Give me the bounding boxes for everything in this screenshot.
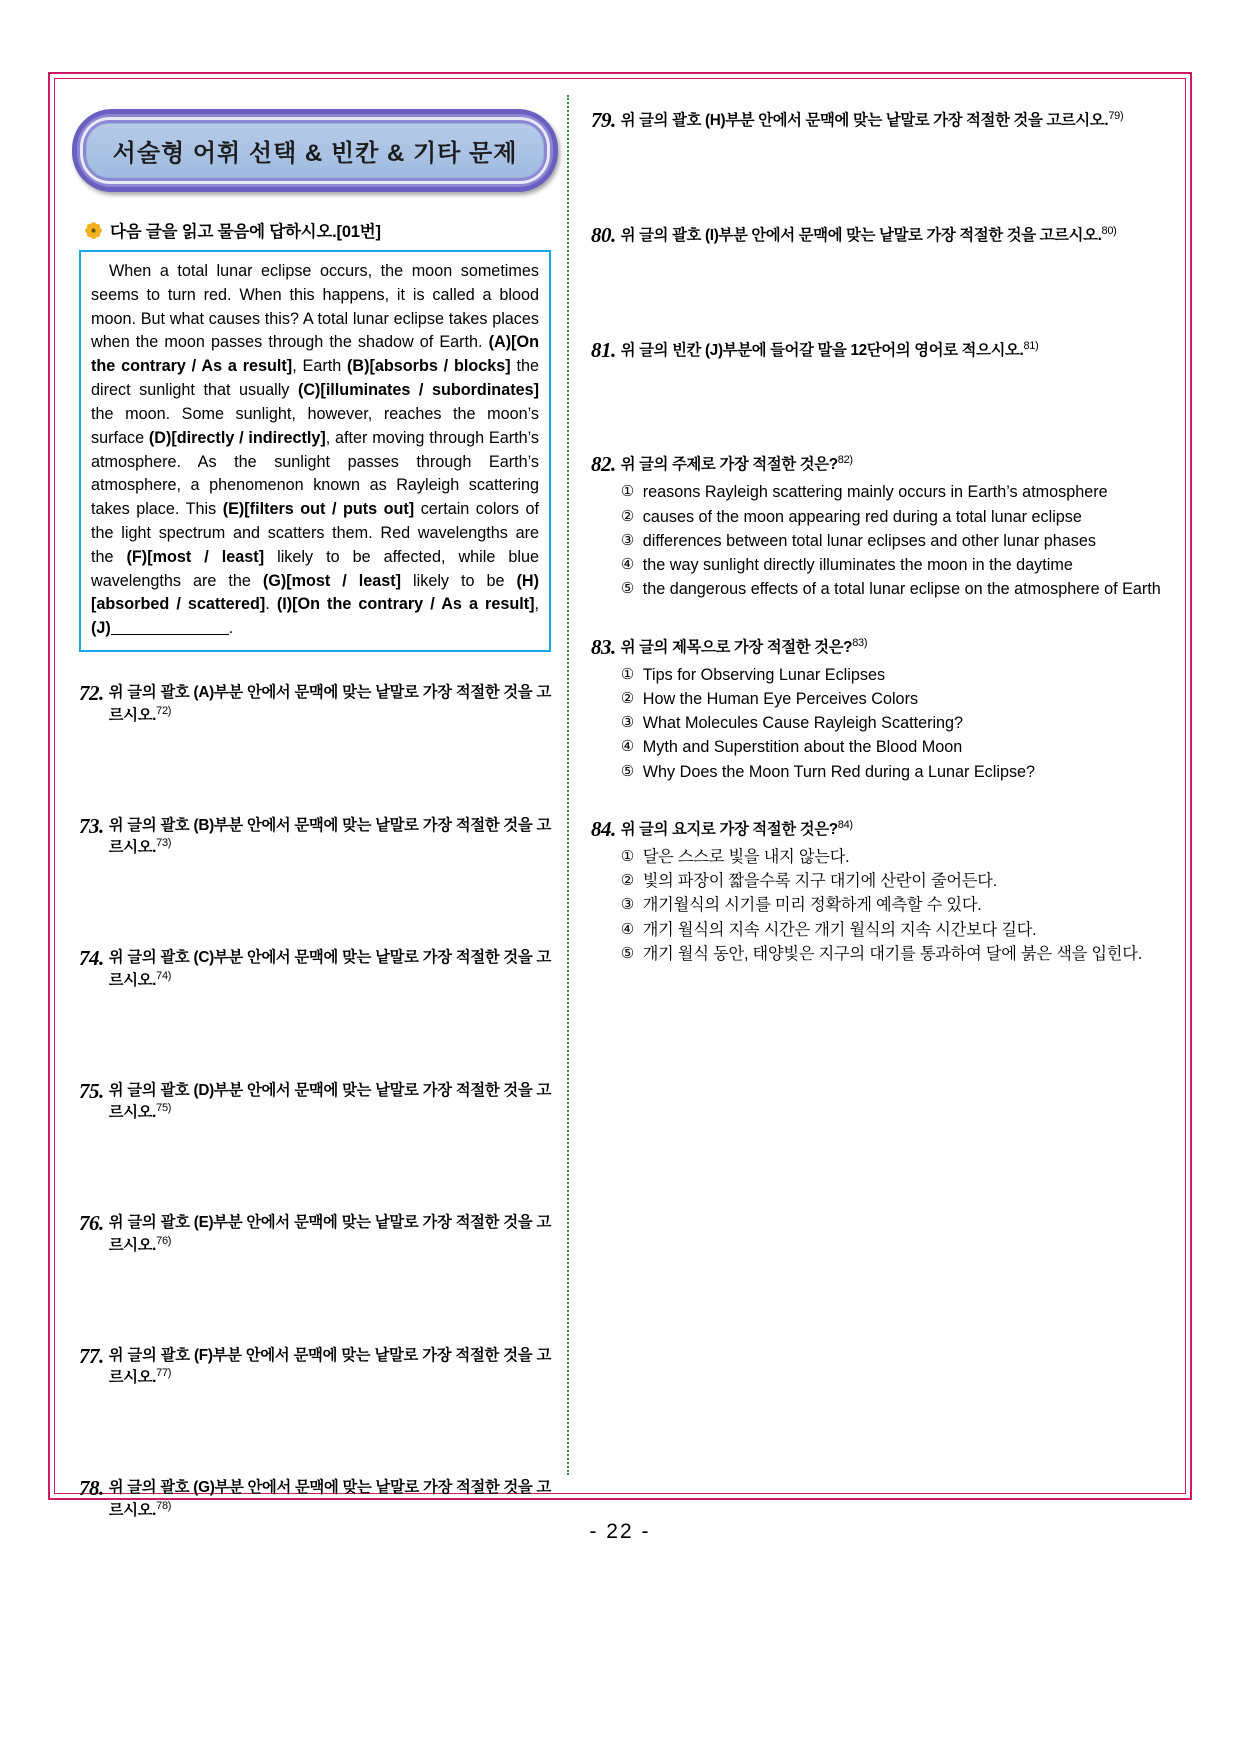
page-footer (0, 1520, 1240, 1544)
question-item (591, 339, 1163, 420)
question-number: 73. (79, 813, 104, 838)
question-footnote-ref: 82) (837, 454, 853, 467)
question-number: 82. (591, 452, 616, 477)
choice-text: causes of the moon appearing red during a total lunar eclipse (642, 507, 1082, 526)
choice-text: reasons Rayleigh scattering mainly occurs in Earth’s atmosphere (642, 483, 1108, 502)
passage-run: likely to be affected, while blue wavelengths are the (91, 547, 539, 590)
choice-text: Tips for Observing Lunar Eclipses (642, 665, 886, 684)
question-body (109, 1345, 551, 1448)
right-question-list (591, 109, 1163, 966)
choice-marker: ③ (620, 714, 635, 732)
choice-text: 달은 스스로 빛을 내지 않는다. (642, 847, 850, 866)
question-item (591, 818, 1163, 966)
question-body (109, 1080, 551, 1183)
choice-marker: ④ (620, 556, 635, 574)
banner-layer-1 (83, 120, 548, 181)
choice-list (621, 845, 1163, 966)
question-stem: 위 글의 제목으로 가장 적절한 것은?$^{83)}$ (620, 636, 868, 656)
passage-text (91, 260, 539, 641)
question-item (591, 453, 1163, 601)
question-stem: 위 글의 괄호 (H)부분 안에서 문맥에 맞는 낱말로 가장 적절한 것을 고르시오.$^{79)}$ (620, 110, 1124, 130)
passage-run: , (534, 595, 540, 614)
choice-text: Why Does the Moon Turn Red during a Lunar Eclipse? (642, 762, 1036, 781)
choice-marker: ⑤ (620, 762, 635, 780)
choice-marker: ① (620, 847, 635, 865)
blank-j-rule (111, 634, 229, 635)
passage-run: When a total lunar eclipse occurs, the moon sometimes seems to turn red. When this happens, it is called a blood moon. But what causes this? A total lunar eclipse takes places when the moon passes through the shadow of Earth. (91, 262, 539, 352)
choice-text: the way sunlight directly illuminates the moon in the daytime (642, 556, 1073, 575)
passage-run: certain colors of the light spectrum and scatters them. Red wavelengths are the (91, 500, 539, 566)
question-footnote-ref: 79) (1108, 110, 1124, 122)
choice-item[interactable] (621, 942, 1163, 966)
choice-marker: ③ (620, 896, 635, 914)
choice-text: What Molecules Cause Rayleigh Scattering? (642, 714, 964, 733)
passage-run: , Earth (292, 357, 348, 376)
banner-core (86, 123, 545, 178)
question-item (79, 682, 551, 785)
choice-item[interactable] (621, 869, 1163, 893)
question-body (109, 1212, 551, 1315)
choice-text: differences between total lunar eclipses and other lunar phases (642, 531, 1096, 550)
question-stem: 위 글의 요지로 가장 적절한 것은?$^{84)}$ (620, 819, 853, 839)
passage-run: the moon. Some sunlight, however, reaches the moon’s surface (91, 404, 539, 447)
question-item (591, 224, 1163, 305)
choice-item[interactable] (621, 918, 1163, 942)
choice-marker: ① (620, 665, 635, 683)
answer-space[interactable] (621, 247, 1163, 305)
passage-run: . (265, 595, 277, 614)
question-number: 78. (79, 1476, 104, 1501)
passage-choice-pair: (B)[absorbs / blocks] (347, 357, 511, 376)
banner-title: 서술형 어휘 선택 & 빈칸 & 기타 문제 (112, 140, 518, 167)
question-footnote-ref: 73) (156, 837, 172, 850)
left-question-list (79, 682, 551, 1580)
question-number: 84. (591, 817, 616, 842)
directive-text: 다음 글을 읽고 물음에 답하시오.[01번] (110, 223, 381, 241)
question-number: 77. (79, 1343, 104, 1368)
question-body (621, 339, 1163, 420)
question-number: 74. (79, 946, 104, 971)
question-body (109, 682, 551, 785)
choice-text: the dangerous effects of a total lunar eclipse on the atmosphere of Earth (642, 580, 1161, 599)
choice-marker: ④ (620, 920, 635, 938)
question-body (109, 815, 551, 918)
worksheet-banner (79, 109, 551, 192)
question-footnote-ref: 74) (156, 969, 172, 982)
choice-marker: ② (620, 872, 635, 890)
question-body (109, 947, 551, 1050)
choice-item[interactable] (621, 760, 1163, 784)
choice-item[interactable] (621, 577, 1163, 601)
choice-item[interactable] (621, 663, 1163, 687)
choice-item[interactable] (621, 505, 1163, 529)
choice-item[interactable] (621, 480, 1163, 504)
answer-space[interactable] (109, 1389, 551, 1447)
question-number: 75. (79, 1078, 104, 1103)
question-stem: 위 글의 괄호 (I)부분 안에서 문맥에 맞는 낱말로 가장 적절한 것을 고르시오.$^{80)}$ (620, 224, 1117, 244)
question-number: 80. (591, 222, 616, 247)
choice-item[interactable] (621, 893, 1163, 917)
choice-list (621, 480, 1163, 601)
choice-marker: ⑤ (620, 945, 635, 963)
question-stem: 위 글의 괄호 (C)부분 안에서 문맥에 맞는 낱말로 가장 적절한 것을 고르시오.$^{74)}$ (108, 949, 551, 989)
choice-text: How the Human Eye Perceives Colors (642, 689, 919, 708)
answer-space[interactable] (109, 727, 551, 785)
answer-space[interactable] (621, 132, 1163, 190)
passage-choice-pair: (A)[On the contrary / As a result] (91, 333, 539, 376)
passage-choice-pair: (H)[absorbed / scattered] (91, 571, 539, 614)
choice-item[interactable] (621, 711, 1163, 735)
question-item (79, 947, 551, 1050)
passage-choice-pair: (I)[On the contrary / As a result] (276, 595, 535, 614)
directive-row (85, 218, 551, 242)
choice-marker: ① (620, 483, 635, 501)
passage-choice-pair: (J) (91, 619, 111, 638)
question-item (591, 109, 1163, 190)
question-item (79, 1080, 551, 1183)
question-body (621, 636, 1163, 784)
passage-run: . (228, 619, 234, 638)
question-footnote-ref: 75) (156, 1102, 172, 1115)
question-stem: 위 글의 주제로 가장 적절한 것은?$^{82)}$ (620, 454, 853, 474)
reading-passage-box (79, 250, 551, 652)
right-column (569, 79, 1185, 1493)
question-stem: 위 글의 괄호 (G)부분 안에서 문맥에 맞는 낱말로 가장 적절한 것을 고르시오.$^{78)}$ (108, 1479, 551, 1519)
flower-icon (85, 222, 102, 239)
question-body (621, 453, 1163, 601)
question-footnote-ref: 78) (156, 1499, 172, 1512)
choice-marker: ② (620, 507, 635, 525)
choice-marker: ③ (620, 531, 635, 549)
question-number: 76. (79, 1211, 104, 1236)
question-stem: 위 글의 괄호 (B)부분 안에서 문맥에 맞는 낱말로 가장 적절한 것을 고르시오.$^{73)}$ (108, 816, 551, 857)
page-border-frame (48, 72, 1192, 1519)
choice-item[interactable] (621, 845, 1163, 869)
choice-marker: ⑤ (620, 580, 635, 598)
question-item (79, 1345, 551, 1448)
passage-choice-pair: (E)[filters out / puts out] (222, 500, 415, 519)
question-item (591, 636, 1163, 784)
question-number: 79. (591, 108, 616, 132)
question-footnote-ref: 84) (837, 819, 853, 832)
choice-text: 개기 월식 동안, 태양빛은 지구의 대기를 통과하여 달에 붉은 색을 입힌다. (642, 945, 1142, 964)
page-border-frame-inner (54, 78, 1186, 1519)
choice-list (621, 663, 1163, 784)
question-stem: 위 글의 괄호 (A)부분 안에서 문맥에 맞는 낱말로 가장 적절한 것을 고르시오.$^{72)}$ (108, 684, 551, 724)
banner-layer-3 (77, 114, 554, 187)
banner-layer-2 (80, 117, 551, 184)
page-number: - 22 - (589, 1520, 651, 1543)
question-footnote-ref: 83) (852, 636, 868, 649)
question-footnote-ref: 77) (156, 1367, 172, 1380)
question-item (79, 815, 551, 918)
passage-choice-pair: (G)[most / least] (262, 571, 402, 590)
choice-text: 개기 월식의 지속 시간은 개기 월식의 지속 시간보다 길다. (642, 920, 1037, 939)
question-stem: 위 글의 괄호 (E)부분 안에서 문맥에 맞는 낱말로 가장 적절한 것을 고르시오.$^{76)}$ (108, 1214, 551, 1254)
passage-choice-pair: (F)[most / least] (126, 547, 265, 566)
passage-choice-pair: (C)[illuminates / subordinates] (297, 381, 539, 400)
answer-space[interactable] (109, 1257, 551, 1315)
passage-run: , after moving through Earth’s atmosphere. As the sunlight passes through Earth’s atmosphere, a phenomenon known as Rayleigh scattering takes place. This (91, 428, 539, 519)
left-column (55, 79, 567, 1519)
banner-layer-outer (72, 109, 559, 192)
answer-space[interactable] (109, 859, 551, 917)
two-column-layout (55, 79, 1185, 1519)
choice-item[interactable] (621, 529, 1163, 553)
answer-space[interactable] (621, 361, 1163, 419)
answer-space[interactable] (109, 1124, 551, 1182)
answer-space[interactable] (109, 992, 551, 1050)
choice-marker: ④ (620, 738, 635, 756)
question-number: 83. (591, 634, 616, 659)
question-stem: 위 글의 괄호 (D)부분 안에서 문맥에 맞는 낱말로 가장 적절한 것을 고르시오.$^{75)}$ (108, 1081, 551, 1122)
choice-item[interactable] (621, 687, 1163, 711)
choice-item[interactable] (621, 553, 1163, 577)
question-body (621, 818, 1163, 966)
question-footnote-ref: 80) (1101, 224, 1117, 237)
passage-run: the direct sunlight that usually (91, 357, 539, 400)
question-item (79, 1212, 551, 1315)
choice-text: Myth and Superstition about the Blood Moon (642, 738, 963, 757)
passage-choice-pair: (D)[directly / indirectly] (148, 428, 326, 447)
question-stem: 위 글의 괄호 (F)부분 안에서 문맥에 맞는 낱말로 가장 적절한 것을 고르시오.$^{77)}$ (108, 1346, 551, 1387)
choice-text: 개기월식의 시기를 미리 정확하게 예측할 수 있다. (642, 896, 982, 915)
question-footnote-ref: 76) (156, 1234, 172, 1247)
question-body (621, 109, 1163, 190)
question-stem: 위 글의 빈칸 (J)부분에 들어갈 말을 12단어의 영어로 적으시오.$^{81)}$ (620, 339, 1039, 359)
choice-text: 빛의 파장이 짧을수록 지구 대기에 산란이 줄어든다. (642, 872, 998, 891)
question-number: 81. (591, 337, 616, 362)
passage-run: likely to be (401, 571, 517, 590)
question-footnote-ref: 72) (156, 704, 172, 717)
question-body (621, 224, 1163, 305)
choice-item[interactable] (621, 735, 1163, 759)
choice-marker: ② (620, 689, 635, 707)
question-number: 72. (79, 681, 104, 705)
question-footnote-ref: 81) (1023, 339, 1039, 352)
